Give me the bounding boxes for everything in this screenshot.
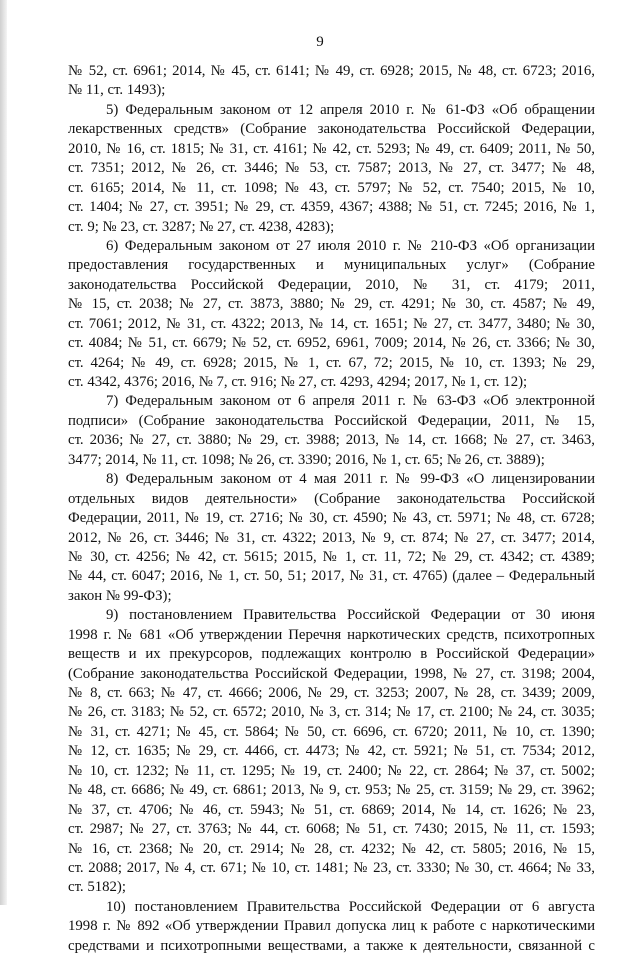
text-line: ст. 6165; 2014, № 11, ст. 1098; № 43, ст. 5797; № 52, ст. 7540; 2015, № 10,	[68, 179, 595, 196]
text-line: 10) постановлением Правительства Российской Федерации от 6 августа	[106, 898, 595, 915]
text-line: № 26, ст. 3183; № 52, ст. 6572; 2010, № 3, ст. 314; № 17, ст. 2100; № 24, ст. 3035;	[68, 704, 595, 721]
text-line: ст. 4342, 4376; 2016, № 7, ст. 916; № 27, ст. 4293, 4294; 2017, № 1, ст. 12);	[68, 374, 528, 390]
text-line: 2010, № 16, ст. 1815; № 31, ст. 4161; № 42, ст. 5293; № 49, ст. 6409; 2011, № 50,	[68, 140, 595, 157]
text-line: № 37, ст. 4706; № 46, ст. 5943; № 51, ст. 6869; 2014, № 14, ст. 1626; № 23,	[68, 801, 595, 818]
text-line: предоставления государственных и муниципальных услуг» (Собрание	[68, 257, 595, 274]
text-line: 6) Федеральным законом от 27 июля 2010 г. № 210-ФЗ «Об организации	[106, 237, 595, 254]
text-line: ст. 5182);	[68, 879, 126, 896]
text-line: веществ и их прекурсоров, подлежащих контролю в Российской Федерации»	[68, 646, 595, 663]
text-line: лекарственных средств» (Собрание законодательства Российской Федерации,	[68, 121, 595, 138]
text-line: ст. 1404; № 27, ст. 3951; № 29, ст. 4359, 4367; 4388; № 51, ст. 7245; 2016, № 1,	[68, 199, 595, 216]
text-line: 1998 г. № 681 «Об утверждении Перечня наркотических средств, психотропных	[68, 626, 595, 643]
text-line: № 10, ст. 1232; № 11, ст. 1295; № 19, ст. 2400; № 22, ст. 2864; № 37, ст. 5002;	[68, 762, 595, 779]
text-line: ст. 7061; 2012, № 31, ст. 4322; 2013, № 14, ст. 1651; № 27, ст. 3477, 3480; № 30,	[68, 315, 595, 332]
text-line: № 48, ст. 6686; № 49, ст. 6861; 2013, № 9, ст. 953; № 25, ст. 3159; № 29, ст. 3962;	[68, 782, 595, 799]
text-line: ст. 2987; № 27, ст. 3763; № 44, ст. 6068; № 51, ст. 7430; 2015, № 11, ст. 1593;	[68, 821, 595, 838]
text-line: 2012, № 26, ст. 3446; № 31, ст. 4322; 2013, № 9, ст. 874; № 27, ст. 3477; 2014,	[68, 529, 595, 546]
text-line: № 11, ст. 1493);	[68, 82, 166, 99]
text-line: ст. 9; № 23, ст. 3287; № 27, ст. 4238, 4283);	[68, 218, 335, 235]
text-line: № 30, ст. 4256; № 42, ст. 5615; 2015, № 1, ст. 11, 72; № 29, ст. 4342; ст. 4389;	[68, 548, 595, 565]
text-line: 3477; 2014, № 11, ст. 1098; № 26, ст. 3390; 2016, № 1, ст. 65; № 26, ст. 3889);	[68, 451, 545, 468]
text-line: подписи» (Собрание законодательства Российской Федерации, 2011, № 15,	[68, 412, 595, 429]
text-line: ст. 2036; № 27, ст. 3880; № 29, ст. 3988; 2013, № 14, ст. 1668; № 27, ст. 3463,	[68, 432, 595, 449]
text-line: № 31, ст. 4271; № 45, ст. 5864; № 50, ст. 6696, ст. 6720; 2011, № 10, ст. 1390;	[68, 723, 595, 740]
text-line: № 8, ст. 663; № 47, ст. 4666; 2006, № 29, ст. 3253; 2007, № 28, ст. 3439; 2009,	[68, 685, 595, 701]
text-line: закон № 99-ФЗ);	[68, 587, 172, 604]
text-line: № 12, ст. 1635; № 29, ст. 4466, ст. 4473; № 42, ст. 5921; № 51, ст. 7534; 2012,	[68, 743, 595, 760]
scan-edge-shadow	[0, 0, 7, 905]
text-line: Федерации, 2011, № 19, ст. 2716; № 30, ст. 4590; № 43, ст. 5971; № 48, ст. 6728;	[68, 510, 595, 527]
text-line: 7) Федеральным законом от 6 апреля 2011 г. № 63-ФЗ «Об электронной	[106, 393, 595, 410]
body-text	[68, 62, 595, 956]
page-number: 9	[316, 34, 324, 50]
text-line: (Собрание законодательства Российской Федерации, 1998, № 27, ст. 3198; 2004,	[68, 665, 595, 682]
text-line: № 52, ст. 6961; 2014, № 45, ст. 6141; № 49, ст. 6928; 2015, № 48, ст. 6723; 2016,	[68, 63, 595, 79]
text-line: № 16, ст. 2368; № 20, ст. 2914; № 28, ст. 4232; № 42, ст. 5805; 2016, № 15,	[68, 840, 595, 857]
text-line: ст. 4084; № 51, ст. 6679; № 52, ст. 6952, 6961, 7009; 2014, № 26, ст. 3366; № 30,	[68, 335, 595, 352]
text-line: ст. 4264; № 49, ст. 6928; 2015, № 1, ст. 67, 72; 2015, № 10, ст. 1393; № 29,	[68, 354, 595, 371]
text-line: ст. 7351; 2012, № 26, ст. 3446; № 53, ст. 7587; 2013, № 27, ст. 3477; № 48,	[68, 160, 595, 177]
text-line: 1998 г. № 892 «Об утверждении Правил допуска лиц к работе с наркотическими	[68, 918, 595, 935]
text-line: средствами и психотропными веществами, а также к деятельности, связанной с	[68, 937, 595, 954]
text-line: законодательства Российской Федерации, 2010, № 31, ст. 4179; 2011,	[68, 276, 595, 293]
text-line: 5) Федеральным законом от 12 апреля 2010 г. № 61-ФЗ «Об обращении	[106, 101, 595, 118]
text-line: 8) Федеральным законом от 4 мая 2011 г. № 99-ФЗ «О лицензировании	[106, 471, 595, 488]
text-line: ст. 2088; 2017, № 4, ст. 671; № 10, ст. 1481; № 23, ст. 3330; № 30, ст. 4664; № 33,	[68, 859, 595, 876]
text-line: 9) постановлением Правительства Российской Федерации от 30 июня	[106, 607, 595, 624]
text-line: № 15, ст. 2038; № 27, ст. 3873, 3880; № 29, ст. 4291; № 30, ст. 4587; № 49,	[68, 296, 595, 313]
text-line: № 44, ст. 6047; 2016, № 1, ст. 50, 51; 2017, № 31, ст. 4765) (далее – Федеральный	[68, 568, 595, 585]
text-line: отдельных видов деятельности» (Собрание законодательства Российской	[68, 490, 595, 507]
